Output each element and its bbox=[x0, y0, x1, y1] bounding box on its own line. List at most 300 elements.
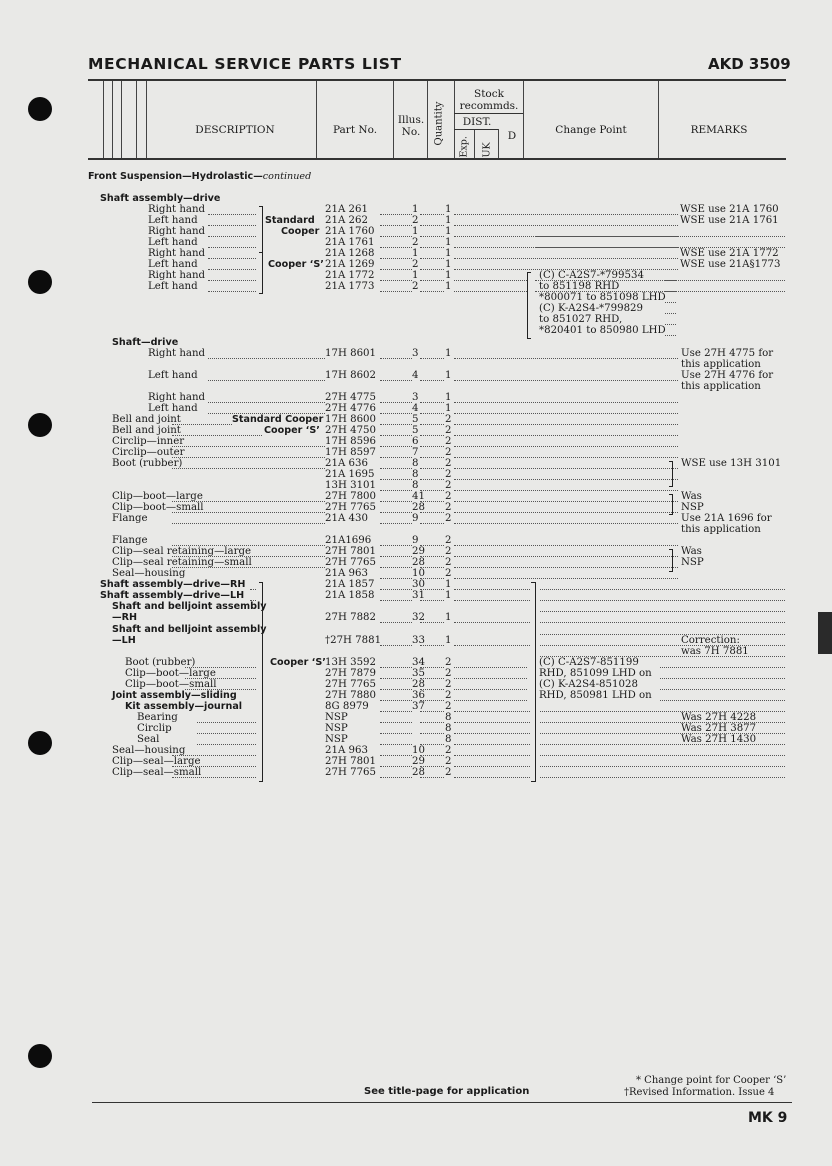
illus-number: 29 bbox=[412, 756, 425, 767]
quantity-cell: 1 bbox=[445, 635, 452, 646]
leader-dots bbox=[380, 699, 412, 701]
part-number: 17H 8596 bbox=[325, 436, 377, 447]
change-point-cell: (C) K-A2S4-851028 bbox=[539, 679, 638, 690]
col-dist: DIST. bbox=[462, 116, 492, 128]
illus-number: 36 bbox=[412, 690, 425, 701]
leader-dots bbox=[420, 710, 444, 712]
leader-dots bbox=[208, 235, 256, 237]
leader-dots bbox=[420, 224, 444, 226]
illus-number: 8 bbox=[412, 480, 419, 491]
col-divider bbox=[103, 81, 104, 158]
quantity-cell: 1 bbox=[445, 281, 452, 292]
part-number: 21A 1857 bbox=[325, 579, 375, 590]
bracket bbox=[669, 549, 673, 572]
description-cell: Left hand bbox=[148, 237, 198, 248]
leader-dots bbox=[420, 412, 444, 414]
part-number: 27H 7880 bbox=[325, 690, 377, 701]
leader-dots bbox=[454, 478, 678, 480]
leader-dots bbox=[380, 279, 412, 281]
leader-dots bbox=[380, 445, 412, 447]
quantity-cell: 1 bbox=[445, 226, 452, 237]
leader-dots bbox=[208, 379, 325, 381]
col-divider bbox=[136, 81, 137, 158]
description-cell: Circlip—inner bbox=[112, 436, 185, 447]
change-point-cell: to 851198 RHD bbox=[539, 281, 620, 292]
leader-dots bbox=[380, 765, 412, 767]
part-number: 21A 963 bbox=[325, 745, 369, 756]
remarks-cell: WSE use 13H 3101 bbox=[681, 458, 782, 469]
section-title: Front Suspension—Hydrolastic—continued bbox=[88, 171, 312, 182]
quantity-cell: 1 bbox=[445, 204, 452, 215]
description-cell: Flange bbox=[112, 513, 148, 524]
leader-dots bbox=[454, 456, 678, 458]
leader-dots bbox=[197, 743, 256, 745]
illus-number: 3 bbox=[412, 348, 419, 359]
description-cell: Shaft assembly—drive bbox=[100, 193, 221, 204]
leader-dots bbox=[380, 688, 412, 690]
leader-dots bbox=[420, 279, 444, 281]
leader-dots bbox=[208, 246, 256, 248]
leader-dots bbox=[380, 423, 412, 425]
quantity-cell: 1 bbox=[445, 237, 452, 248]
leader-dots bbox=[420, 511, 444, 513]
description-cell: Shaft assembly—drive—LH bbox=[100, 590, 245, 601]
leader-dots bbox=[540, 633, 785, 635]
description-cell: Clip—boot—small bbox=[125, 679, 217, 690]
leader-dots bbox=[665, 301, 676, 303]
description-cell: Left hand bbox=[148, 370, 198, 381]
illus-number: 1 bbox=[412, 204, 419, 215]
remarks-cell: Use 27H 4776 for bbox=[681, 370, 774, 381]
illus-number: 2 bbox=[412, 259, 419, 270]
leader-dots bbox=[420, 732, 444, 734]
leader-dots bbox=[454, 489, 678, 491]
leader-dots bbox=[454, 765, 530, 767]
col-quantity: Quantity bbox=[433, 101, 445, 146]
bracket bbox=[259, 252, 263, 293]
remarks-cell: Was bbox=[681, 546, 702, 557]
quantity-cell: 2 bbox=[445, 425, 452, 436]
col-illus-no: No. bbox=[401, 126, 421, 138]
leader-dots bbox=[380, 357, 412, 359]
change-point-cell: *800071 to 851098 LHD bbox=[539, 292, 666, 303]
illus-number: 33 bbox=[412, 635, 425, 646]
leader-dots bbox=[420, 467, 444, 469]
col-part-no: Part No. bbox=[332, 124, 378, 136]
model-label: Standard bbox=[265, 215, 315, 226]
page-number: MK 9 bbox=[748, 1110, 788, 1126]
change-point-cell: *820401 to 850980 LHD bbox=[539, 325, 666, 336]
leader-dots bbox=[420, 434, 444, 436]
illus-number: 28 bbox=[412, 557, 425, 568]
part-number: 21A 1268 bbox=[325, 248, 375, 259]
description-cell: Shaft and belljoint assembly bbox=[112, 601, 267, 612]
quantity-cell: 1 bbox=[445, 612, 452, 623]
col-exp: Exp. bbox=[458, 136, 470, 158]
leader-dots bbox=[420, 721, 444, 723]
quantity-cell: 2 bbox=[445, 668, 452, 679]
leader-dots bbox=[420, 599, 444, 601]
part-number: 8G 8979 bbox=[325, 701, 369, 712]
leader-dots bbox=[540, 599, 785, 601]
leader-dots bbox=[454, 732, 530, 734]
remarks-cell: WSE use 21A 1760 bbox=[680, 204, 779, 215]
illus-number: 4 bbox=[412, 370, 419, 381]
part-number: 21A1696 bbox=[325, 535, 372, 546]
leader-dots bbox=[208, 213, 256, 215]
remarks-cell: WSE use 21A§1773 bbox=[680, 259, 781, 270]
illus-number: 9 bbox=[412, 513, 419, 524]
leader-dots bbox=[380, 290, 412, 292]
description-cell: Right hand bbox=[148, 226, 206, 237]
footer-application-note: See title-page for application bbox=[364, 1086, 530, 1097]
quantity-cell: 1 bbox=[445, 392, 452, 403]
leader-dots bbox=[540, 621, 785, 623]
leader-dots bbox=[454, 467, 678, 469]
leader-dots bbox=[380, 456, 412, 458]
leader-dots bbox=[172, 456, 325, 458]
leader-dots bbox=[454, 224, 678, 226]
bracket bbox=[259, 582, 263, 782]
leader-dots bbox=[454, 577, 678, 579]
leader-dots bbox=[380, 379, 412, 381]
leader-dots bbox=[380, 754, 412, 756]
description-cell: Right hand bbox=[148, 204, 206, 215]
col-divider bbox=[474, 129, 475, 158]
illus-number: 5 bbox=[412, 425, 419, 436]
description-cell: Circlip bbox=[137, 723, 172, 734]
leader-dots bbox=[208, 268, 256, 270]
quantity-cell: 1 bbox=[445, 590, 452, 601]
quantity-cell: 2 bbox=[445, 767, 452, 778]
remarks-cell: Was 27H 1430 bbox=[681, 734, 757, 745]
illus-number: 1 bbox=[412, 226, 419, 237]
part-number: NSP bbox=[325, 723, 348, 734]
col-uk: UK bbox=[481, 142, 493, 158]
illus-number: 37 bbox=[412, 701, 425, 712]
quantity-cell: 2 bbox=[445, 469, 452, 480]
leader-dots bbox=[380, 246, 412, 248]
leader-dots bbox=[380, 599, 412, 601]
part-number: 21A 636 bbox=[325, 458, 369, 469]
part-number: 27H 7800 bbox=[325, 491, 377, 502]
leader-dots bbox=[380, 268, 412, 270]
change-point-cell: RHD, 850981 LHD on bbox=[539, 690, 652, 701]
leader-dots bbox=[454, 445, 678, 447]
leader-dots bbox=[208, 401, 325, 403]
quantity-cell: 2 bbox=[445, 513, 452, 524]
leader-dots bbox=[208, 357, 325, 359]
part-number: 27H 7765 bbox=[325, 557, 377, 568]
illus-number: 7 bbox=[412, 447, 419, 458]
leader-dots bbox=[420, 445, 444, 447]
illus-number: 35 bbox=[412, 668, 425, 679]
illus-number: 2 bbox=[412, 281, 419, 292]
leader-dots bbox=[454, 588, 530, 590]
leader-dots bbox=[420, 268, 444, 270]
leader-dots bbox=[420, 456, 444, 458]
part-number: 27H 7801 bbox=[325, 756, 377, 767]
description-cell: Shaft—drive bbox=[112, 337, 179, 348]
leader-dots bbox=[454, 500, 678, 502]
leader-dots bbox=[380, 412, 412, 414]
binder-hole bbox=[28, 97, 52, 121]
binder-hole bbox=[28, 270, 52, 294]
leader-dots bbox=[380, 235, 412, 237]
leader-dots bbox=[380, 434, 412, 436]
bracket bbox=[531, 582, 536, 782]
remarks-cell: Was bbox=[681, 491, 702, 502]
part-number: 27H 7879 bbox=[325, 668, 377, 679]
change-point-cell: (C) C-A2S7-851199 bbox=[539, 657, 639, 668]
illus-number: 9 bbox=[412, 535, 419, 546]
part-number: NSP bbox=[325, 712, 348, 723]
leader-dots bbox=[380, 577, 412, 579]
leader-dots bbox=[420, 235, 444, 237]
illus-number: 8 bbox=[412, 458, 419, 469]
leader-dots bbox=[380, 566, 412, 568]
leader-dots bbox=[454, 379, 678, 381]
part-number: 21A 261 bbox=[325, 204, 369, 215]
description-cell: Bell and joint bbox=[112, 414, 181, 425]
col-illus: Illus. bbox=[397, 114, 425, 126]
leader-dots bbox=[454, 677, 527, 679]
part-number: 27H 4750 bbox=[325, 425, 377, 436]
leader-dots bbox=[665, 323, 676, 325]
part-number: 27H 7765 bbox=[325, 502, 377, 513]
col-divider bbox=[427, 81, 428, 158]
leader-dots bbox=[660, 666, 785, 668]
quantity-cell: 2 bbox=[445, 745, 452, 756]
model-label: Standard Cooper bbox=[232, 414, 324, 425]
quantity-cell: 2 bbox=[445, 568, 452, 579]
leader-dots bbox=[454, 213, 678, 215]
change-point-cell: (C) K-A2S4-*799829 bbox=[539, 303, 644, 314]
leader-dots bbox=[380, 467, 412, 469]
illus-number: 1 bbox=[412, 248, 419, 259]
leader-dots bbox=[380, 224, 412, 226]
quantity-cell: 2 bbox=[445, 690, 452, 701]
description-cell: Bell and joint bbox=[112, 425, 181, 436]
leader-dots bbox=[454, 710, 530, 712]
leader-dots bbox=[380, 401, 412, 403]
quantity-cell: 8 bbox=[445, 734, 452, 745]
change-point-cell: to 851027 RHD, bbox=[539, 314, 623, 325]
remarks-cell: this application bbox=[681, 381, 761, 392]
quantity-cell: 1 bbox=[445, 270, 452, 281]
quantity-cell: 2 bbox=[445, 414, 452, 425]
leader-dots bbox=[380, 721, 412, 723]
col-divider bbox=[393, 81, 394, 158]
col-divider bbox=[658, 81, 659, 158]
leader-dots bbox=[454, 279, 527, 281]
page-edge-tab bbox=[818, 612, 832, 654]
bracket bbox=[669, 461, 673, 487]
leader-dots bbox=[380, 500, 412, 502]
leader-dots bbox=[380, 732, 412, 734]
leader-dots bbox=[420, 644, 444, 646]
leader-dots bbox=[454, 434, 678, 436]
leader-dots bbox=[535, 290, 785, 292]
leader-dots bbox=[540, 776, 785, 778]
change-point-cell: RHD, 851099 LHD on bbox=[539, 668, 652, 679]
quantity-cell: 1 bbox=[445, 248, 452, 259]
illus-number: 32 bbox=[412, 612, 425, 623]
col-stock-recommds: recommds. bbox=[459, 100, 519, 112]
leader-dots bbox=[380, 710, 412, 712]
leader-dots bbox=[454, 621, 530, 623]
part-number: 21A 1858 bbox=[325, 590, 375, 601]
leader-dots bbox=[454, 511, 678, 513]
bracket bbox=[669, 494, 673, 515]
remarks-cell: Use 27H 4775 for bbox=[681, 348, 774, 359]
remarks-cell: WSE use 21A 1772 bbox=[680, 248, 779, 259]
leader-dots bbox=[535, 235, 785, 237]
description-cell: Right hand bbox=[148, 348, 206, 359]
part-number: 21A 1772 bbox=[325, 270, 375, 281]
quantity-cell: 2 bbox=[445, 701, 452, 712]
illus-number: 10 bbox=[412, 568, 425, 579]
illus-number: 4 bbox=[412, 403, 419, 414]
description-cell: —LH bbox=[112, 635, 136, 646]
leader-dots bbox=[380, 257, 412, 259]
description-cell: Bearing bbox=[137, 712, 178, 723]
quantity-cell: 1 bbox=[445, 579, 452, 590]
leader-dots bbox=[208, 257, 256, 259]
leader-dots bbox=[660, 699, 785, 701]
description-cell: Kit assembly—journal bbox=[125, 701, 243, 712]
part-number: 17H 8602 bbox=[325, 370, 377, 381]
description-cell: Shaft assembly—drive—RH bbox=[100, 579, 246, 590]
part-number: 17H 8597 bbox=[325, 447, 377, 458]
leader-dots bbox=[454, 754, 530, 756]
leader-dots bbox=[420, 401, 444, 403]
illus-number: 5 bbox=[412, 414, 419, 425]
bracket bbox=[527, 272, 531, 339]
quantity-cell: 2 bbox=[445, 480, 452, 491]
leader-dots bbox=[454, 423, 678, 425]
description-cell: Clip—boot—large bbox=[125, 668, 216, 679]
quantity-cell: 1 bbox=[445, 348, 452, 359]
leader-dots bbox=[454, 555, 678, 557]
part-number: NSP bbox=[325, 734, 348, 745]
header-rule-top bbox=[88, 79, 786, 81]
quantity-cell: 8 bbox=[445, 712, 452, 723]
leader-dots bbox=[420, 379, 444, 381]
leader-dots bbox=[454, 699, 527, 701]
part-number: 21A 1761 bbox=[325, 237, 375, 248]
leader-dots bbox=[172, 566, 325, 568]
leader-dots bbox=[380, 478, 412, 480]
leader-dots bbox=[420, 621, 444, 623]
quantity-cell: 2 bbox=[445, 756, 452, 767]
illus-number: 41 bbox=[412, 491, 425, 502]
part-number: 21A 963 bbox=[325, 568, 369, 579]
leader-dots bbox=[197, 721, 256, 723]
leader-dots bbox=[208, 224, 256, 226]
leader-dots bbox=[250, 588, 256, 590]
leader-dots bbox=[454, 412, 678, 414]
leader-dots bbox=[454, 401, 678, 403]
col-divider bbox=[316, 81, 317, 158]
header-rule-bottom bbox=[88, 158, 786, 160]
leader-dots bbox=[660, 677, 785, 679]
part-number: 27H 7765 bbox=[325, 679, 377, 690]
remarks-cell: WSE use 21A 1761 bbox=[680, 215, 779, 226]
part-number: 13H 3101 bbox=[325, 480, 377, 491]
description-cell: Clip—seal retaining—large bbox=[112, 546, 252, 557]
part-number: 17H 8600 bbox=[325, 414, 377, 425]
footer-rule bbox=[92, 1102, 792, 1103]
leader-dots bbox=[420, 522, 444, 524]
description-cell: Shaft and belljoint assembly bbox=[112, 624, 267, 635]
leader-dots bbox=[172, 434, 262, 436]
quantity-cell: 2 bbox=[445, 458, 452, 469]
leader-dots bbox=[420, 357, 444, 359]
illus-number: 1 bbox=[412, 270, 419, 281]
part-number: 21A 1695 bbox=[325, 469, 375, 480]
col-divider bbox=[523, 81, 524, 158]
leader-dots bbox=[454, 566, 678, 568]
leader-dots bbox=[380, 776, 412, 778]
leader-dots bbox=[665, 312, 676, 314]
illus-number: 8 bbox=[412, 469, 419, 480]
part-number: 21A 1760 bbox=[325, 226, 375, 237]
model-label: Cooper ‘S’ bbox=[264, 425, 320, 436]
illus-number: 6 bbox=[412, 436, 419, 447]
description-cell: Joint assembly—sliding bbox=[112, 690, 237, 701]
remarks-cell: this application bbox=[681, 524, 761, 535]
header-subrule bbox=[454, 113, 523, 114]
description-cell: Flange bbox=[112, 535, 148, 546]
quantity-cell: 1 bbox=[445, 370, 452, 381]
quantity-cell: 2 bbox=[445, 502, 452, 513]
illus-number: 3 bbox=[412, 392, 419, 403]
leader-dots bbox=[380, 544, 412, 546]
part-number: 17H 8601 bbox=[325, 348, 377, 359]
description-cell: Seal—housing bbox=[112, 745, 186, 756]
illus-number: 10 bbox=[412, 745, 425, 756]
model-label: Cooper ‘S’ bbox=[268, 259, 324, 270]
leader-dots bbox=[454, 290, 527, 292]
leader-dots bbox=[454, 522, 678, 524]
model-label: Cooper bbox=[281, 226, 320, 237]
remarks-cell: NSP bbox=[681, 557, 704, 568]
quantity-cell: 1 bbox=[445, 215, 452, 226]
leader-dots bbox=[420, 257, 444, 259]
col-divider bbox=[454, 81, 455, 158]
part-number: 27H 7801 bbox=[325, 546, 377, 557]
part-number: 21A 1773 bbox=[325, 281, 375, 292]
leader-dots bbox=[380, 677, 412, 679]
model-label: Cooper ‘S’ bbox=[270, 657, 326, 668]
quantity-cell: 2 bbox=[445, 557, 452, 568]
leader-dots bbox=[420, 246, 444, 248]
leader-dots bbox=[454, 776, 530, 778]
leader-dots bbox=[665, 334, 676, 336]
leader-dots bbox=[380, 555, 412, 557]
illus-number: 2 bbox=[412, 215, 419, 226]
leader-dots bbox=[380, 213, 412, 215]
footer-note-revised: †Revised Information. Issue 4 bbox=[624, 1087, 775, 1098]
leader-dots bbox=[454, 644, 530, 646]
part-number: 13H 3592 bbox=[325, 657, 377, 668]
leader-dots bbox=[380, 511, 412, 513]
col-remarks: REMARKS bbox=[690, 124, 748, 136]
remarks-cell: Was 27H 4228 bbox=[681, 712, 757, 723]
description-cell: Seal bbox=[137, 734, 160, 745]
leader-dots bbox=[172, 511, 325, 513]
